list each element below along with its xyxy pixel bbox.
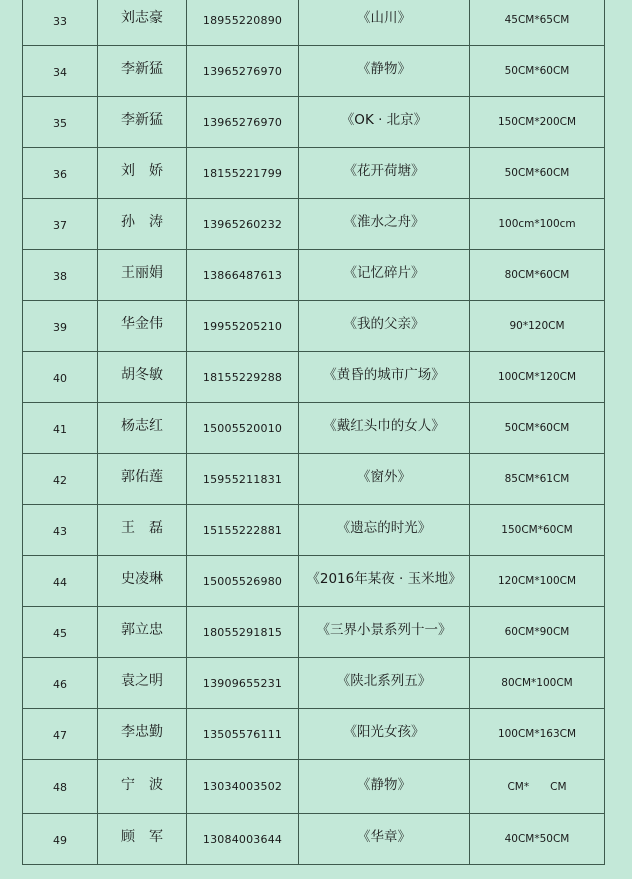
- phone-number-cell[interactable]: [187, 352, 299, 403]
- artist-name-cell[interactable]: [98, 250, 187, 301]
- phone-number-text: 13034003502: [202, 780, 283, 793]
- phone-number-cell[interactable]: [187, 556, 299, 607]
- entry-number-text: 46: [53, 677, 67, 691]
- phone-number-text: 13909655231: [202, 676, 283, 690]
- artist-name-cell[interactable]: [98, 658, 187, 709]
- artist-name-text: 刘志豪: [121, 10, 163, 26]
- entry-number-text: 37: [53, 218, 67, 232]
- artist-name-text: 顾 军: [121, 829, 163, 845]
- artist-name-cell[interactable]: [98, 301, 187, 352]
- entry-number-text: 48: [53, 781, 67, 794]
- table-row: [23, 199, 605, 250]
- entry-number-text: 39: [53, 320, 67, 334]
- artist-name-cell[interactable]: [98, 0, 187, 46]
- phone-number-text: 13965276970: [202, 64, 283, 78]
- entry-number-text: 33: [53, 14, 67, 28]
- artist-name-text: 宁 波: [121, 776, 163, 793]
- artwork-size-cell[interactable]: [470, 46, 605, 97]
- phone-number-cell[interactable]: [187, 814, 299, 865]
- phone-number-cell[interactable]: [187, 607, 299, 658]
- artwork-size-text: 80CM*100CM: [501, 677, 573, 689]
- artwork-size-cell[interactable]: [470, 658, 605, 709]
- entry-number-text: 47: [53, 728, 67, 742]
- phone-number-text: 18955220890: [202, 13, 283, 27]
- table-row: [23, 46, 605, 97]
- phone-number-cell[interactable]: [187, 403, 299, 454]
- phone-number-cell[interactable]: [187, 46, 299, 97]
- artwork-title-cell[interactable]: [299, 148, 470, 199]
- phone-number-cell[interactable]: [187, 301, 299, 352]
- artist-name-cell[interactable]: [98, 607, 187, 658]
- artwork-title-cell[interactable]: [299, 250, 470, 301]
- artwork-title-cell[interactable]: [299, 454, 470, 505]
- entry-number-cell[interactable]: [23, 658, 98, 709]
- phone-number-text: 15005526980: [202, 574, 283, 588]
- artwork-title-text: 《阳光女孩》: [343, 724, 425, 740]
- entry-number-cell[interactable]: [23, 148, 98, 199]
- artwork-size-text: 50CM*60CM: [504, 65, 570, 77]
- artwork-size-text: CM* CM: [507, 781, 567, 793]
- artwork-title-cell[interactable]: [299, 46, 470, 97]
- phone-number-cell[interactable]: [187, 760, 299, 814]
- table-row: [23, 403, 605, 454]
- phone-number-text: 15155222881: [202, 523, 283, 537]
- artist-name-cell[interactable]: [98, 814, 187, 865]
- phone-number-cell[interactable]: [187, 709, 299, 760]
- artwork-title-text: 《静物》: [357, 61, 411, 77]
- artist-name-cell[interactable]: [98, 46, 187, 97]
- artwork-title-cell[interactable]: [299, 301, 470, 352]
- artwork-title-text: 《戴红头巾的女人》: [323, 418, 445, 434]
- entry-number-cell[interactable]: [23, 97, 98, 148]
- artist-name-cell[interactable]: [98, 97, 187, 148]
- entry-number-cell[interactable]: [23, 607, 98, 658]
- phone-number-text: 13866487613: [202, 268, 283, 282]
- entry-number-cell[interactable]: [23, 814, 98, 865]
- entry-number-cell[interactable]: [23, 0, 98, 46]
- entry-number-cell[interactable]: [23, 301, 98, 352]
- artist-name-cell[interactable]: [98, 199, 187, 250]
- artwork-title-cell[interactable]: [299, 709, 470, 760]
- entry-number-text: 35: [53, 116, 67, 130]
- entry-number-cell[interactable]: [23, 352, 98, 403]
- table-row: [23, 760, 605, 814]
- artwork-size-cell[interactable]: [470, 505, 605, 556]
- phone-number-cell[interactable]: [187, 199, 299, 250]
- phone-number-text: 13965276970: [202, 115, 283, 129]
- artwork-size-text: 100cm*100cm: [498, 218, 576, 230]
- artwork-size-cell[interactable]: [470, 556, 605, 607]
- entry-number-text: 42: [53, 473, 67, 487]
- entry-number-text: 38: [53, 269, 67, 283]
- artwork-size-cell[interactable]: [470, 760, 605, 814]
- artist-name-cell[interactable]: [98, 709, 187, 760]
- artwork-size-cell[interactable]: [470, 199, 605, 250]
- artwork-title-cell[interactable]: [299, 199, 470, 250]
- table-row: [23, 505, 605, 556]
- table-row: [23, 148, 605, 199]
- artwork-title-text: 《OK · 北京》: [340, 112, 428, 128]
- artwork-title-cell[interactable]: [299, 352, 470, 403]
- artist-name-text: 刘 娇: [121, 163, 163, 179]
- entry-number-text: 44: [53, 575, 67, 589]
- artwork-title-text: 《静物》: [357, 776, 411, 793]
- phone-number-text: 13084003644: [202, 832, 283, 846]
- artist-name-cell[interactable]: [98, 760, 187, 814]
- artwork-size-cell[interactable]: [470, 454, 605, 505]
- entry-number-cell[interactable]: [23, 199, 98, 250]
- artist-name-cell[interactable]: [98, 148, 187, 199]
- artist-name-text: 李新猛: [121, 61, 163, 77]
- artwork-title-text: 《我的父亲》: [343, 316, 425, 332]
- table-row: [23, 709, 605, 760]
- phone-number-cell[interactable]: [187, 250, 299, 301]
- artwork-size-text: 85CM*61CM: [504, 473, 570, 485]
- artwork-size-cell[interactable]: [470, 97, 605, 148]
- artwork-size-text: 40CM*50CM: [504, 833, 570, 845]
- entries-table: [22, 0, 605, 865]
- artwork-size-cell[interactable]: [470, 709, 605, 760]
- phone-number-cell[interactable]: [187, 0, 299, 46]
- table-row: [23, 607, 605, 658]
- entry-number-cell[interactable]: [23, 403, 98, 454]
- artwork-size-text: 45CM*65CM: [504, 14, 570, 26]
- artist-name-text: 胡冬敏: [121, 367, 163, 383]
- artist-name-text: 李新猛: [121, 112, 163, 128]
- artwork-size-text: 100CM*120CM: [497, 371, 577, 383]
- artwork-title-text: 《山川》: [357, 10, 411, 26]
- artist-name-cell[interactable]: [98, 403, 187, 454]
- artwork-title-cell[interactable]: [299, 814, 470, 865]
- artwork-size-cell[interactable]: [470, 301, 605, 352]
- artwork-size-cell[interactable]: [470, 352, 605, 403]
- artwork-size-text: 60CM*90CM: [504, 626, 570, 638]
- phone-number-cell[interactable]: [187, 454, 299, 505]
- artwork-size-cell[interactable]: [470, 403, 605, 454]
- phone-number-text: 19955205210: [202, 319, 283, 333]
- phone-number-text: 15005520010: [202, 421, 283, 435]
- entry-number-text: 36: [53, 167, 67, 181]
- phone-number-text: 15955211831: [202, 472, 283, 486]
- artwork-title-text: 《遗忘的时光》: [336, 520, 432, 536]
- artwork-title-text: 《黄昏的城市广场》: [323, 367, 445, 383]
- artwork-size-text: 150CM*60CM: [501, 524, 573, 536]
- artwork-size-cell[interactable]: [470, 0, 605, 46]
- phone-number-text: 18155229288: [202, 370, 283, 384]
- artwork-title-text: 《淮水之舟》: [343, 214, 425, 230]
- phone-number-text: 18055291815: [202, 625, 283, 639]
- table-row: [23, 0, 605, 46]
- table-row: [23, 250, 605, 301]
- artwork-title-cell[interactable]: [299, 403, 470, 454]
- artist-name-text: 郭佑莲: [121, 469, 163, 485]
- entry-number-text: 41: [53, 422, 67, 436]
- entry-number-text: 40: [53, 371, 67, 385]
- table-body: [23, 0, 605, 865]
- artwork-title-text: 《三界小景系列十一》: [316, 622, 452, 638]
- artwork-title-text: 《窗外》: [357, 469, 411, 485]
- entry-number-cell[interactable]: [23, 454, 98, 505]
- phone-number-cell[interactable]: [187, 658, 299, 709]
- artwork-size-text: 100CM*163CM: [497, 728, 577, 740]
- artwork-size-cell[interactable]: [470, 250, 605, 301]
- artist-name-cell[interactable]: [98, 454, 187, 505]
- artist-name-text: 王丽娟: [121, 265, 163, 281]
- artwork-title-cell[interactable]: [299, 658, 470, 709]
- entry-number-text: 43: [53, 524, 67, 538]
- artwork-title-cell[interactable]: [299, 0, 470, 46]
- artwork-title-text: 《陕北系列五》: [336, 673, 432, 689]
- artwork-title-text: 《2016年某夜 · 玉米地》: [306, 571, 462, 587]
- artist-name-text: 华金伟: [121, 316, 163, 332]
- artist-name-cell[interactable]: [98, 556, 187, 607]
- artwork-title-text: 《花开荷塘》: [343, 163, 425, 179]
- artist-name-text: 杨志红: [121, 418, 163, 434]
- entry-number-cell[interactable]: [23, 250, 98, 301]
- artwork-size-cell[interactable]: [470, 814, 605, 865]
- entry-number-cell[interactable]: [23, 709, 98, 760]
- entry-number-text: 49: [53, 833, 67, 847]
- artwork-title-cell[interactable]: [299, 760, 470, 814]
- artwork-title-text: 《华章》: [357, 829, 411, 845]
- table-row: [23, 556, 605, 607]
- phone-number-cell[interactable]: [187, 148, 299, 199]
- artwork-size-text: 120CM*100CM: [497, 575, 577, 587]
- table-row: [23, 352, 605, 403]
- phone-number-cell[interactable]: [187, 505, 299, 556]
- artist-name-cell[interactable]: [98, 352, 187, 403]
- phone-number-cell[interactable]: [187, 97, 299, 148]
- entry-number-cell[interactable]: [23, 505, 98, 556]
- phone-number-text: 13965260232: [202, 217, 283, 231]
- entry-number-cell[interactable]: [23, 760, 98, 814]
- artist-name-text: 袁之明: [121, 673, 163, 689]
- artwork-size-text: 80CM*60CM: [504, 269, 570, 281]
- entry-number-text: 45: [53, 626, 67, 640]
- artist-name-text: 孙 涛: [121, 214, 163, 230]
- phone-number-text: 18155221799: [202, 166, 283, 180]
- artwork-title-cell[interactable]: [299, 556, 470, 607]
- entry-number-cell[interactable]: [23, 556, 98, 607]
- artwork-title-cell[interactable]: [299, 97, 470, 148]
- artwork-size-text: 150CM*200CM: [497, 116, 577, 128]
- artwork-size-text: 50CM*60CM: [504, 167, 570, 179]
- entry-number-cell[interactable]: [23, 46, 98, 97]
- phone-number-text: 13505576111: [202, 727, 283, 741]
- table-row: [23, 814, 605, 865]
- artist-name-cell[interactable]: [98, 505, 187, 556]
- artist-name-text: 史凌琳: [121, 571, 163, 587]
- artwork-size-text: 90*120CM: [509, 320, 565, 332]
- artist-name-text: 郭立忠: [121, 622, 163, 638]
- artwork-title-cell[interactable]: [299, 505, 470, 556]
- entry-number-text: 34: [53, 65, 67, 79]
- artist-name-text: 王 磊: [121, 520, 163, 536]
- table-row: [23, 97, 605, 148]
- artwork-size-cell[interactable]: [470, 607, 605, 658]
- artwork-size-cell[interactable]: [470, 148, 605, 199]
- artist-name-text: 李忠勤: [121, 724, 163, 740]
- table-row: [23, 454, 605, 505]
- table-row: [23, 658, 605, 709]
- table-row: [23, 301, 605, 352]
- artwork-title-cell[interactable]: [299, 607, 470, 658]
- artwork-size-text: 50CM*60CM: [504, 422, 570, 434]
- artwork-title-text: 《记忆碎片》: [343, 265, 425, 281]
